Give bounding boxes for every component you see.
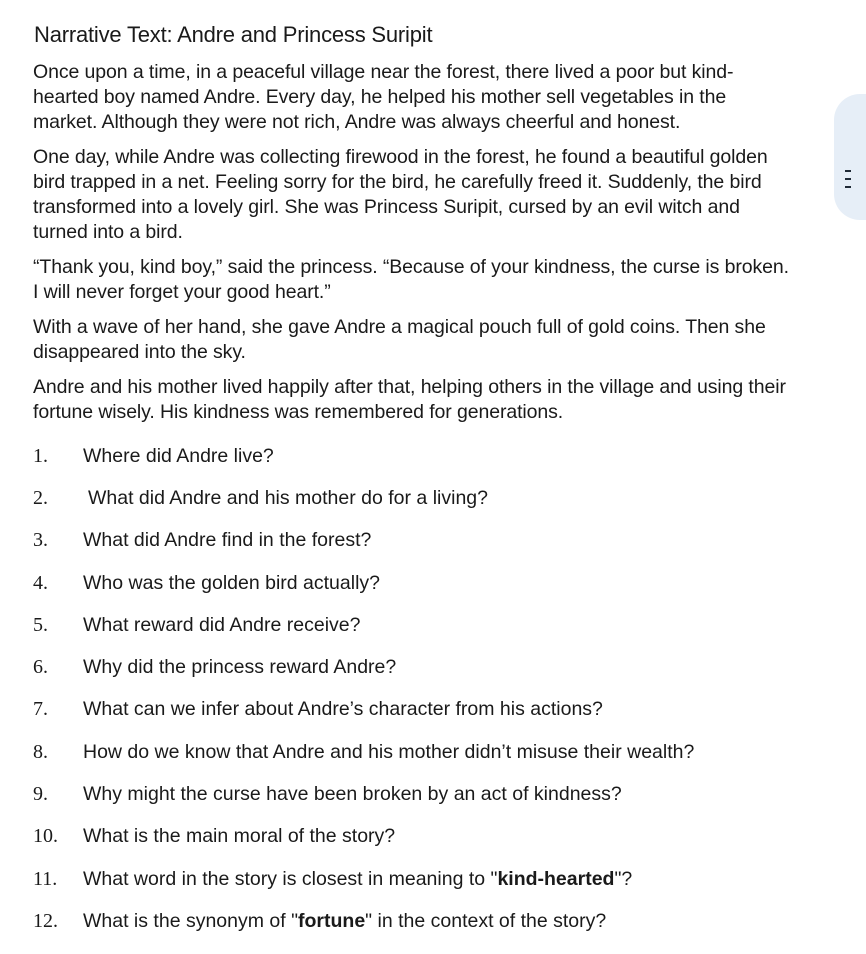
question-number: 11. [33,867,58,890]
question-number: 5. [33,613,48,636]
question-text: What did Andre find in the forest? [83,529,372,552]
question-list [33,435,793,943]
question-text: What reward did Andre receive? [83,613,361,636]
paragraph-3: “Thank you, kind boy,” said the princess. “Because of your kindness, the curse is broken. I will never forget your good heart.” [33,256,789,303]
question-text-after: " in the context of the story? [365,909,607,932]
paragraph-1: Once upon a time, in a peaceful village near the forest, there lived a poor but kind-hearted boy named Andre. Every day, he helped his mother sell vegetables in the market. Although they were not rich, Andre was always cheerful and honest. [33,61,734,133]
question-number: 3. [33,529,48,552]
question-number: 12. [33,909,58,932]
question-text: Who was the golden bird actually? [83,571,381,594]
question-text: What can we infer about Andre’s character from his actions? [83,698,603,721]
page-title: Narrative Text: Andre and Princess Suripit [34,22,433,47]
question-number: 8. [33,740,48,763]
question-item [33,816,793,858]
question-text [83,868,793,891]
question-item [33,773,793,815]
document [33,18,793,943]
question-item [33,858,793,900]
question-number: 10. [33,825,58,848]
question-item [33,646,793,688]
question-number: 2. [33,486,48,509]
question-text-before: What word in the story is closest in meaning to " [83,867,498,890]
highlighted-term: kind-hearted [497,867,615,890]
question-text: Where did Andre live? [83,444,274,467]
question-text [83,910,793,933]
question-text: Why might the curse have been broken by an act of kindness? [83,783,622,806]
question-text-after: "? [614,867,633,890]
question-item [33,689,793,731]
question-item [33,731,793,773]
question-text: What is the main moral of the story? [83,825,396,848]
question-item [33,562,793,604]
paragraph-2: One day, while Andre was collecting firewood in the forest, he found a beautiful golden bird trapped in a net. Feeling sorry for the bird, he carefully freed it. Suddenly, the bird transformed into a lovely girl. She was Princess Suripit, cursed by an evil witch and turned into a bird. [33,146,768,243]
question-item [33,604,793,646]
question-number: 9. [33,783,48,806]
question-text-before: What is the synonym of " [83,909,299,932]
question-text: How do we know that Andre and his mother didn’t misuse their wealth? [83,740,695,763]
question-item [33,477,793,519]
question-item [33,900,793,942]
question-number: 6. [33,656,48,679]
menu-icon [845,170,851,194]
paragraph-4: With a wave of her hand, she gave Andre a magical pouch full of gold coins. Then she disappeared into the sky. [33,316,766,363]
paragraph-5: Andre and his mother lived happily after that, helping others in the village and using their fortune wisely. His kindness was remembered for generations. [33,376,786,423]
question-number: 1. [33,444,48,467]
question-text: Why did the princess reward Andre? [83,656,397,679]
question-item [33,520,793,562]
highlighted-term: fortune [298,909,366,932]
side-panel-tab[interactable] [834,94,866,220]
question-text: What did Andre and his mother do for a living? [88,486,488,509]
question-item [33,435,793,477]
question-number: 7. [33,698,48,721]
question-number: 4. [33,571,48,594]
